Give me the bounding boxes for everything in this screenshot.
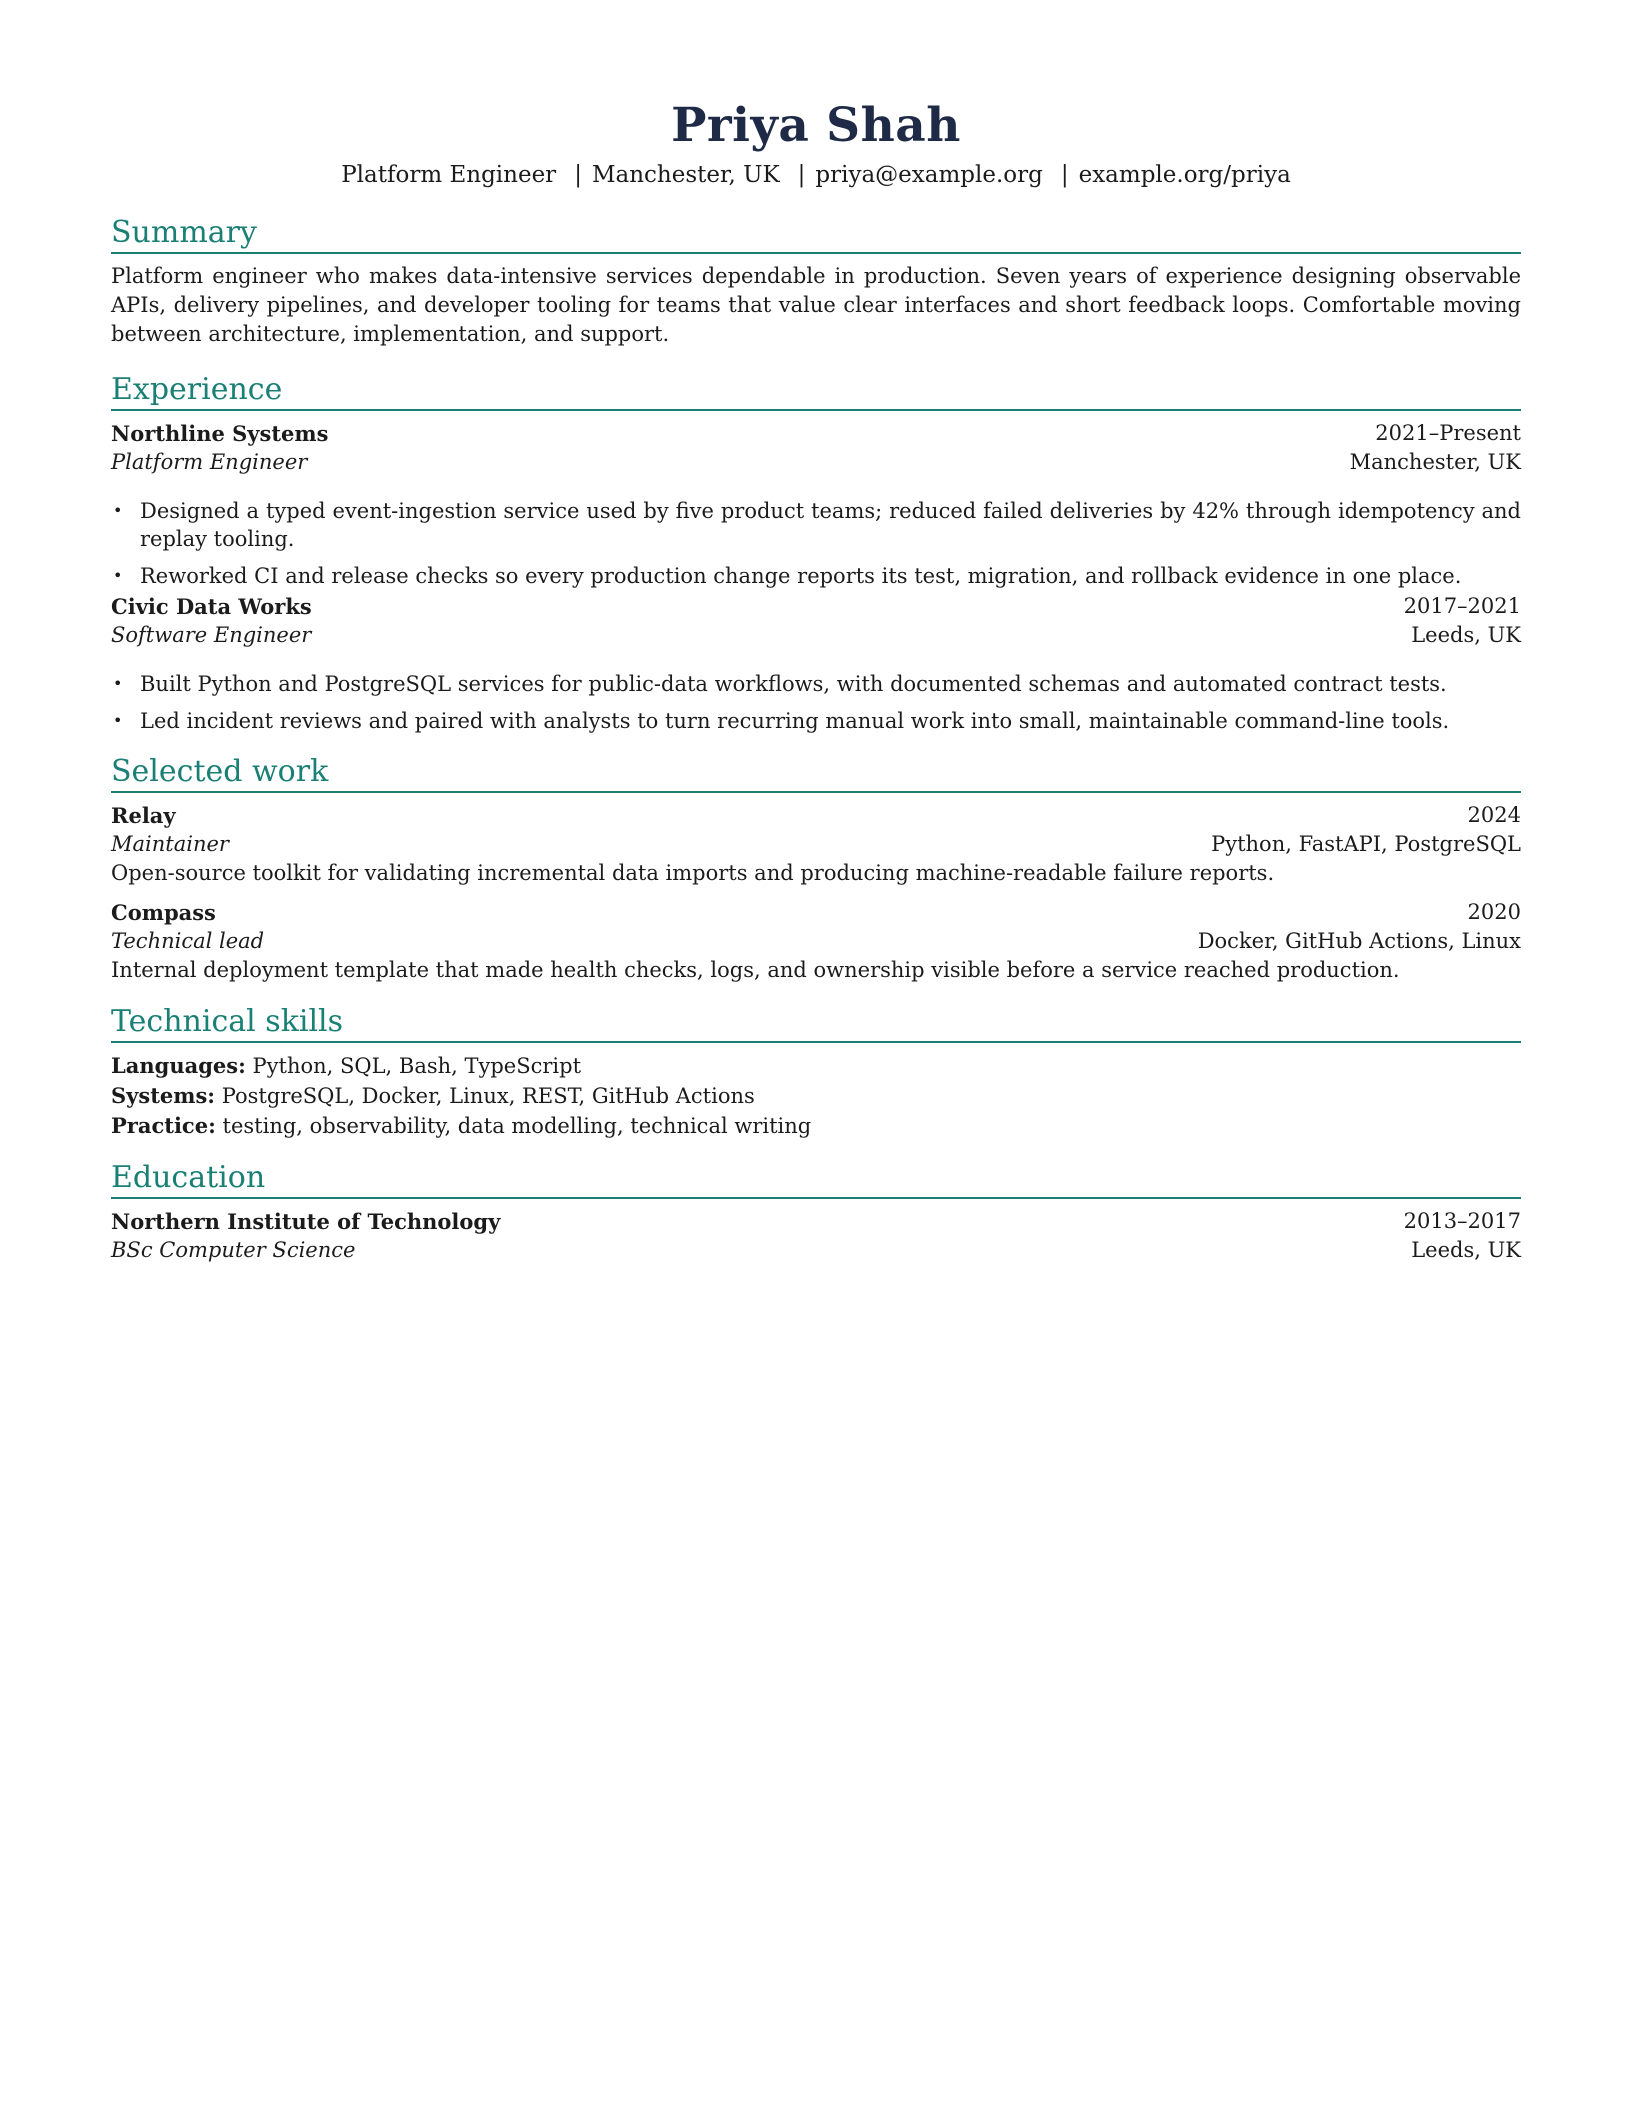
project-year: 2024 bbox=[1467, 803, 1521, 827]
skill-line bbox=[111, 1111, 1521, 1141]
job-dates: 2021–Present bbox=[1375, 421, 1521, 445]
summary-section bbox=[111, 214, 1521, 349]
education-section bbox=[111, 1159, 1521, 1265]
job-bullet-text: Reworked CI and release checks so every production change reports its test, migration, and rollback evidence in one place. bbox=[140, 564, 1462, 588]
job-bullet-text: Led incident reviews and paired with analysts to turn recurring manual work into small, maintainable command-line tools. bbox=[140, 709, 1450, 733]
job-subheader-row bbox=[111, 621, 1521, 650]
job-company: Northline Systems bbox=[111, 421, 329, 446]
project-role: Maintainer bbox=[111, 832, 229, 856]
candidate-name: Priya Shah bbox=[671, 98, 961, 153]
project-header-row bbox=[111, 801, 1521, 830]
section-title-experience: Experience bbox=[111, 371, 1521, 411]
contact-separator: | bbox=[574, 162, 582, 188]
project-role: Technical lead bbox=[111, 929, 265, 953]
job-header-row bbox=[111, 419, 1521, 448]
education-dates: 2013–2017 bbox=[1403, 1209, 1521, 1233]
contact-email[interactable]: priya@example.org bbox=[815, 162, 1043, 188]
job-bullet-text: Built Python and PostgreSQL services for public-data workflows, with documented schemas and automated contract tests. bbox=[140, 672, 1447, 696]
skill-label: Languages: bbox=[111, 1053, 246, 1078]
education-location: Leeds, UK bbox=[1411, 1238, 1521, 1262]
skill-value: Python, SQL, Bash, TypeScript bbox=[252, 1054, 582, 1078]
job-bullet bbox=[111, 562, 1521, 590]
bullet-icon: • bbox=[113, 566, 123, 585]
project-subheader-row bbox=[111, 927, 1521, 956]
job-bullets bbox=[111, 497, 1521, 590]
contact-separator: | bbox=[1060, 162, 1069, 188]
resume-header bbox=[111, 96, 1521, 192]
job-subheader-row bbox=[111, 448, 1521, 477]
section-title-skills: Technical skills bbox=[111, 1003, 1521, 1043]
project-description: Internal deployment template that made health checks, logs, and ownership visible before a service reached production. bbox=[111, 958, 1400, 982]
contact-website[interactable]: example.org/priya bbox=[1078, 162, 1291, 188]
project-subheader-row bbox=[111, 830, 1521, 859]
contact-line bbox=[111, 158, 1521, 192]
skill-label: Systems: bbox=[111, 1083, 216, 1108]
education-subheader-row bbox=[111, 1236, 1521, 1265]
job-bullet-text: Designed a typed event-ingestion service used by five product teams; reduced failed deliveries by 42% through idempotency and replay tooling. bbox=[140, 499, 1521, 551]
job-role: Software Engineer bbox=[111, 623, 312, 647]
project-entry bbox=[111, 898, 1521, 985]
skill-line bbox=[111, 1081, 1521, 1111]
project-stack: Docker, GitHub Actions, Linux bbox=[1197, 929, 1521, 953]
skill-label: Practice: bbox=[111, 1113, 216, 1138]
project-name: Relay bbox=[111, 803, 176, 828]
contact-location: Manchester, UK bbox=[591, 162, 780, 188]
experience-section bbox=[111, 371, 1521, 735]
job-bullets bbox=[111, 670, 1521, 735]
job-bullet bbox=[111, 670, 1521, 698]
job-header-row bbox=[111, 592, 1521, 621]
bullet-icon: • bbox=[113, 711, 123, 730]
job-bullet bbox=[111, 497, 1521, 553]
summary-text: Platform engineer who makes data-intensive services dependable in production. Seven years of experience designing observable APIs, delivery pipelines, and developer tooling for teams that value clear interfaces and short feedback loops. Comfortable moving between architecture, implementation, and support. bbox=[111, 264, 1521, 346]
bullet-icon: • bbox=[113, 501, 123, 520]
job-location: Leeds, UK bbox=[1411, 623, 1521, 647]
education-degree: BSc Computer Science bbox=[111, 1238, 356, 1262]
contact-separator: | bbox=[797, 162, 806, 188]
job-role: Platform Engineer bbox=[111, 450, 308, 474]
skills-section bbox=[111, 1003, 1521, 1141]
selected-work-section bbox=[111, 753, 1521, 985]
section-title-selected-work: Selected work bbox=[111, 753, 1521, 793]
job-company: Civic Data Works bbox=[111, 594, 312, 619]
bullet-icon: • bbox=[113, 674, 123, 693]
project-year: 2020 bbox=[1467, 900, 1521, 924]
job-dates: 2017–2021 bbox=[1403, 594, 1521, 618]
job-location: Manchester, UK bbox=[1349, 450, 1521, 474]
job-bullet bbox=[111, 707, 1521, 735]
project-stack: Python, FastAPI, PostgreSQL bbox=[1211, 832, 1521, 856]
skill-value: PostgreSQL, Docker, Linux, REST, GitHub Actions bbox=[221, 1084, 755, 1108]
section-title-summary: Summary bbox=[111, 214, 1521, 254]
skill-value: testing, observability, data modelling, technical writing bbox=[222, 1114, 812, 1138]
education-school: Northern Institute of Technology bbox=[111, 1209, 501, 1234]
project-description: Open-source toolkit for validating incremental data imports and producing machine-readable failure reports. bbox=[111, 861, 1275, 885]
project-entry bbox=[111, 801, 1521, 888]
education-header-row bbox=[111, 1207, 1521, 1236]
section-title-education: Education bbox=[111, 1159, 1521, 1199]
project-name: Compass bbox=[111, 900, 216, 925]
project-header-row bbox=[111, 898, 1521, 927]
job-entry bbox=[111, 592, 1521, 735]
contact-title: Platform Engineer bbox=[341, 162, 557, 188]
skill-line bbox=[111, 1051, 1521, 1081]
job-entry bbox=[111, 419, 1521, 590]
